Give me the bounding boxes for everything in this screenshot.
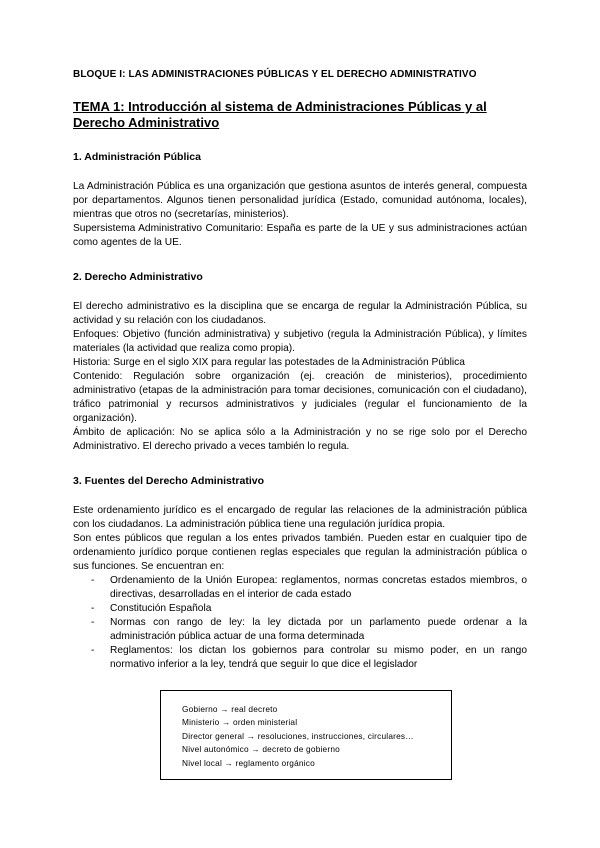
- paragraph: Enfoques: Objetivo (función administrativa) y subjetivo (regula la Administración Pública), y límites materiales (la actividad que realiza como propia).: [73, 329, 527, 354]
- regulation-hierarchy-box: [160, 690, 452, 780]
- paragraph: Contenido: Regulación sobre organización (ej. creación de ministerios), procedimiento administrativo (etapas de la administración para tomar decisiones, comunicación con el ciudadano), tráfico patrimonial y recursos administrativos y judiciales (regular el funcionamiento de la organización).: [73, 371, 527, 424]
- list-item-text: Constitución Española: [110, 603, 212, 614]
- list-item: [73, 602, 527, 616]
- dash-bullet: -: [91, 603, 95, 614]
- box-line: Gobierno → real decreto: [182, 704, 278, 714]
- paragraph: Supersistema Administrativo Comunitario: España es parte de la UE y sus administraciones actúan como agentes de la UE.: [73, 223, 527, 248]
- box-line: Ministerio → orden ministerial: [182, 717, 298, 728]
- paragraph: Historia: Surge en el siglo XIX para regular las potestades de la Administración Pública: [73, 357, 465, 368]
- box-line: Director general → resoluciones, instrucciones, circulares…: [182, 730, 414, 741]
- section-title-3: 3. Fuentes del Derecho Administrativo: [73, 475, 264, 487]
- section-title-2: 2. Derecho Administrativo: [73, 271, 203, 283]
- list-item-text: Normas con rango de ley: la ley dictada por un parlamento puede ordenar a la administración pública actuar de una forma determinada: [110, 617, 527, 642]
- section-body-3: [73, 504, 527, 672]
- list-item: [73, 574, 527, 602]
- paragraph: La Administración Pública es una organización que gestiona asuntos de interés general, compuesta por departamentos. Algunos tienen personalidad jurídica (Estado, comunidad autónoma, locales), mientras que otros no (secretarías, ministerios).: [73, 181, 527, 220]
- list-item: [73, 616, 527, 644]
- paragraph: Ámbito de aplicación: No se aplica sólo a la Administración y no se rige solo por el Derecho Administrativo. El derecho privado a veces también lo regula.: [73, 427, 527, 452]
- box-line: Nivel autonómico → decreto de gobierno: [182, 744, 340, 755]
- list-item-text: Reglamentos: los dictan los gobiernos para controlar su mismo poder, en un rango normativo inferior a la ley, tendrá que seguir lo que dice el legislador: [110, 645, 527, 670]
- section-body-1: [73, 180, 527, 250]
- paragraph: Son entes públicos que regulan a los entes privados también. Pueden estar en cualquier tipo de ordenamiento jurídico porque contienen reglas especiales que regulan la administración pública o sus funciones. Se encuentran en:: [73, 533, 527, 572]
- list-item-text: Ordenamiento de la Unión Europea: reglamentos, normas concretas estados miembros, o directivas, desarrolladas en el interior de cada estado: [110, 575, 527, 600]
- tema-title: TEMA 1: Introducción al sistema de Administraciones Públicas y al Derecho Administrativo: [73, 99, 487, 130]
- section-title-1: 1. Administración Pública: [73, 151, 201, 163]
- paragraph: Este ordenamiento jurídico es el encargado de regular las relaciones de la administración pública con los ciudadanos. La administración pública tiene una regulación jurídica propia.: [73, 505, 527, 530]
- box-line: Nivel local → reglamento orgánico: [182, 757, 315, 768]
- section-body-2: [73, 300, 527, 454]
- document-page: [73, 68, 527, 672]
- dash-bullet: -: [91, 645, 95, 656]
- dash-bullet: -: [91, 575, 95, 586]
- dash-bullet: -: [91, 617, 95, 628]
- paragraph: El derecho administrativo es la disciplina que se encarga de regular la Administración Pública, su actividad y su relación con los ciudadanos.: [73, 301, 527, 326]
- sources-list: [73, 574, 527, 672]
- list-item: [73, 644, 527, 672]
- block-title: BLOQUE I: LAS ADMINISTRACIONES PÚBLICAS Y EL DERECHO ADMINISTRATIVO: [73, 69, 477, 80]
